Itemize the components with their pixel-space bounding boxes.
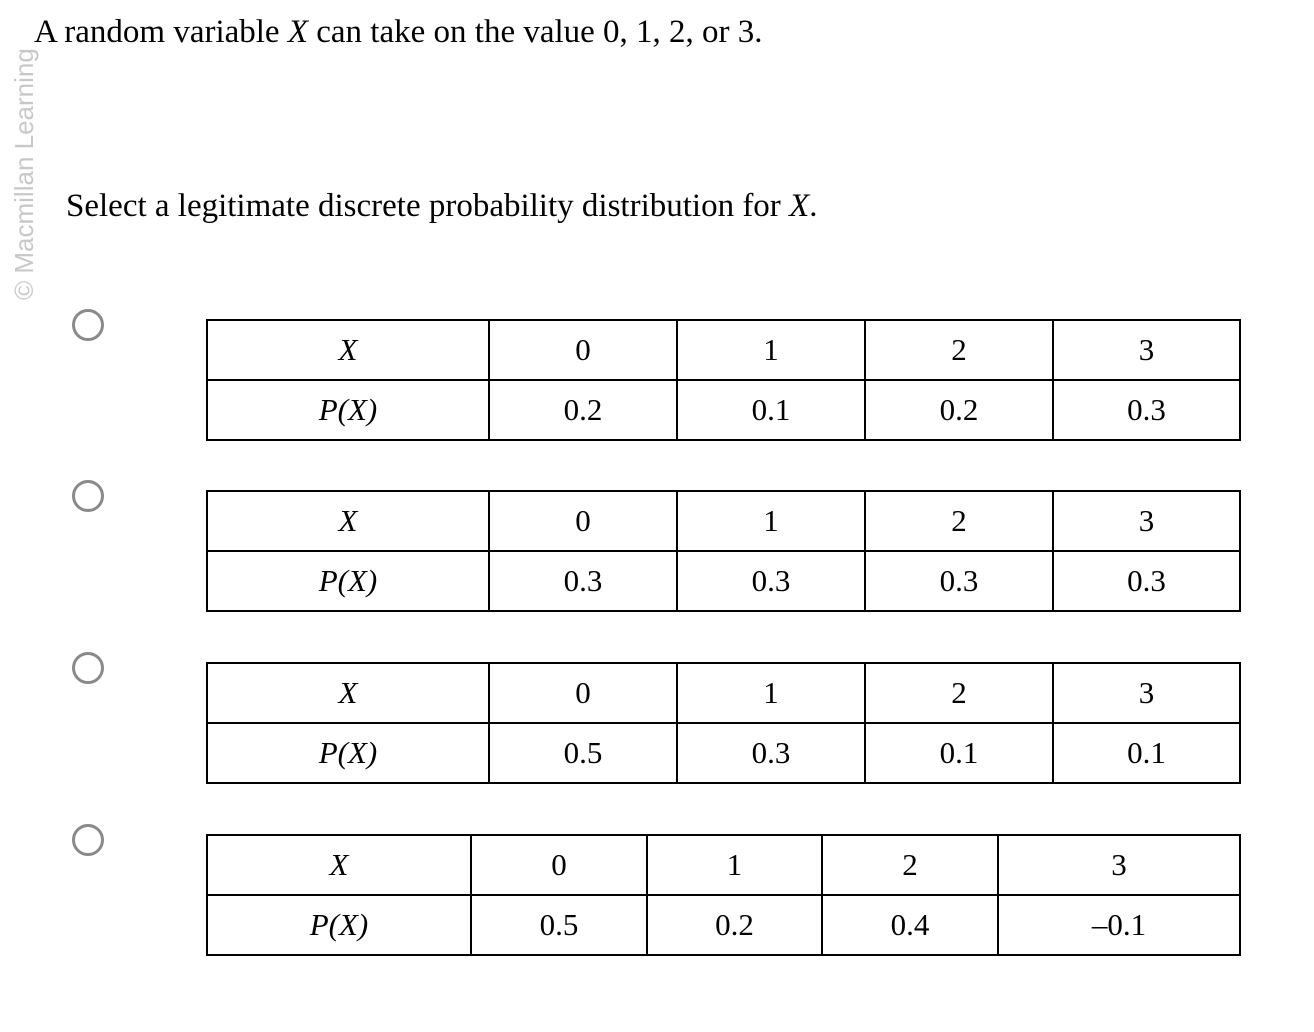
option-4-radio[interactable] [72,824,104,856]
x-value-cell: 0 [489,491,677,551]
question-text [34,12,763,52]
option-3-table [206,662,1241,784]
x-value-cell: 2 [865,663,1053,723]
p-value-cell: 0.2 [489,380,677,440]
p-value-cell: 0.3 [1053,380,1240,440]
question-prefix: A random variable [34,14,288,50]
p-value-cell: 0.4 [822,895,998,955]
option-2-radio[interactable] [72,480,104,512]
p-value-cell: 0.1 [865,723,1053,783]
option-2-table [206,490,1241,612]
p-value-cell: 0.3 [677,551,865,611]
x-value-cell: 3 [1053,320,1240,380]
p-value-cell: 0.3 [677,723,865,783]
x-label-cell: X [207,491,489,551]
x-value-cell: 1 [647,835,822,895]
p-row [207,895,1240,955]
instruction-prefix: Select a legitimate discrete probability distribution for [66,188,790,224]
x-row [207,491,1240,551]
p-row [207,723,1240,783]
copyright-watermark [9,0,39,300]
instruction-variable: X [789,188,810,224]
p-value-cell: 0.1 [1053,723,1240,783]
x-label-cell: X [207,663,489,723]
p-label-cell: P(X) [207,551,489,611]
p-value-cell: 0.3 [865,551,1053,611]
x-label-cell: X [207,320,489,380]
x-label-cell: X [207,835,471,895]
x-value-cell: 1 [677,320,865,380]
option-4-table [206,834,1241,956]
x-value-cell: 0 [489,320,677,380]
p-label-cell: P(X) [207,895,471,955]
option-1-radio[interactable] [72,309,104,341]
x-value-cell: 0 [489,663,677,723]
x-row [207,320,1240,380]
p-row [207,380,1240,440]
x-value-cell: 1 [677,491,865,551]
option-3-radio[interactable] [72,652,104,684]
p-value-cell: 0.5 [471,895,647,955]
x-value-cell: 3 [1053,491,1240,551]
question-suffix: can take on the value 0, 1, 2, or 3. [308,14,763,50]
p-value-cell: 0.3 [1053,551,1240,611]
x-value-cell: 3 [998,835,1240,895]
x-value-cell: 2 [865,491,1053,551]
x-value-cell: 2 [822,835,998,895]
p-value-cell: 0.2 [865,380,1053,440]
p-value-cell: 0.2 [647,895,822,955]
x-value-cell: 3 [1053,663,1240,723]
watermark-text: © Macmillan Learning [9,48,39,300]
p-value-cell: 0.5 [489,723,677,783]
p-value-cell: 0.3 [489,551,677,611]
x-row [207,835,1240,895]
x-row [207,663,1240,723]
option-1-table [206,319,1241,441]
p-label-cell: P(X) [207,723,489,783]
p-label-cell: P(X) [207,380,489,440]
x-value-cell: 0 [471,835,647,895]
instruction-text [66,186,817,226]
p-value-cell: –0.1 [998,895,1240,955]
x-value-cell: 1 [677,663,865,723]
p-value-cell: 0.1 [677,380,865,440]
question-variable: X [287,14,309,50]
x-value-cell: 2 [865,320,1053,380]
instruction-suffix: . [809,188,818,224]
p-row [207,551,1240,611]
